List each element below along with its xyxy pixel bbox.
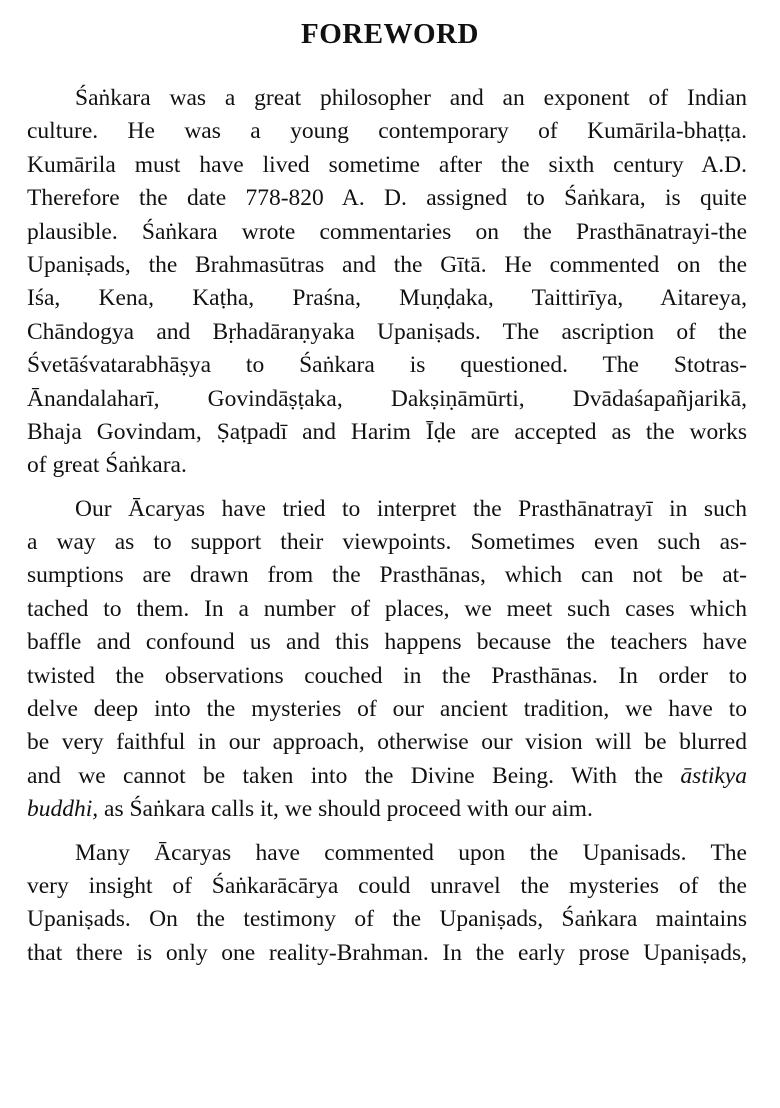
text-line: Ānandalaharī, Govindāṣṭaka, Dakṣiṇāmūrti, Dvādaśapañjarikā, xyxy=(27,385,747,412)
text-line: tached to them. In a number of places, we meet such cases which xyxy=(27,595,747,622)
text-line: Iśa, Kena, Kaṭha, Praśna, Muṇḍaka, Taittirīya, Aitareya, xyxy=(27,285,747,312)
text-line: delve deep into the mysteries of our ancient tradition, we have to xyxy=(27,696,747,723)
text-line: sumptions are drawn from the Prasthānas, which can not be at- xyxy=(27,562,747,589)
paragraph-3 xyxy=(27,837,747,971)
text-line: of great Śaṅkara. xyxy=(27,452,187,479)
text-line: Upaniṣads, the Brahmasūtras and the Gītā. He commented on the xyxy=(27,251,747,278)
text-span: as Śaṅkara calls it, we should proceed with our aim. xyxy=(104,796,593,823)
text-span: and we cannot be taken into the Divine Being. With the xyxy=(27,762,664,789)
text-line xyxy=(27,793,747,826)
text-line xyxy=(27,760,747,793)
text-line: be very faithful in our approach, otherwise our vision will be blurred xyxy=(27,729,747,756)
text-line: baffle and confound us and this happens because the teachers have xyxy=(27,629,747,656)
document-body xyxy=(27,82,747,980)
text-line: Our Ācaryas have tried to interpret the Prasthānatrayī in such xyxy=(75,495,747,522)
text-line: Śvetāśvatarabhāṣya to Śaṅkara is questioned. The Stotras- xyxy=(27,352,747,379)
text-line: Chāndogya and Bṛhadāraṇyaka Upaniṣads. The ascription of the xyxy=(27,318,747,345)
text-line: Kumārila must have lived sometime after the sixth century A.D. xyxy=(27,151,747,178)
text-line: twisted the observations couched in the Prasthānas. In order to xyxy=(27,662,747,689)
text-line: Many Ācaryas have commented upon the Upanisads. The xyxy=(75,839,747,866)
text-line: plausible. Śaṅkara wrote commentaries on the Prasthānatrayi-the xyxy=(27,218,747,245)
text-line: Bhaja Govindam, Ṣaṭpadī and Harim Īḍe are accepted as the works xyxy=(27,418,747,445)
italic-term: āstikya xyxy=(680,762,747,789)
text-line: a way as to support their viewpoints. Sometimes even such as- xyxy=(27,529,747,556)
italic-term: buddhi, xyxy=(27,796,99,823)
text-line: Therefore the date 778-820 A. D. assigned to Śaṅkara, is quite xyxy=(27,185,747,212)
paragraph-1 xyxy=(27,82,747,483)
text-line: that there is only one reality-Brahman. In the early prose Upaniṣads, xyxy=(27,939,747,966)
text-line: Śaṅkara was a great philosopher and an exponent of Indian xyxy=(75,85,747,111)
text-line: culture. He was a young contemporary of Kumārila-bhaṭṭa. xyxy=(27,118,747,145)
text-line: very insight of Śaṅkarācārya could unravel the mysteries of the xyxy=(27,872,747,899)
paragraph-2 xyxy=(27,493,747,827)
text-line: Upaniṣads. On the testimony of the Upaniṣads, Śaṅkara maintains xyxy=(27,906,747,933)
page-title: FOREWORD xyxy=(301,18,479,50)
